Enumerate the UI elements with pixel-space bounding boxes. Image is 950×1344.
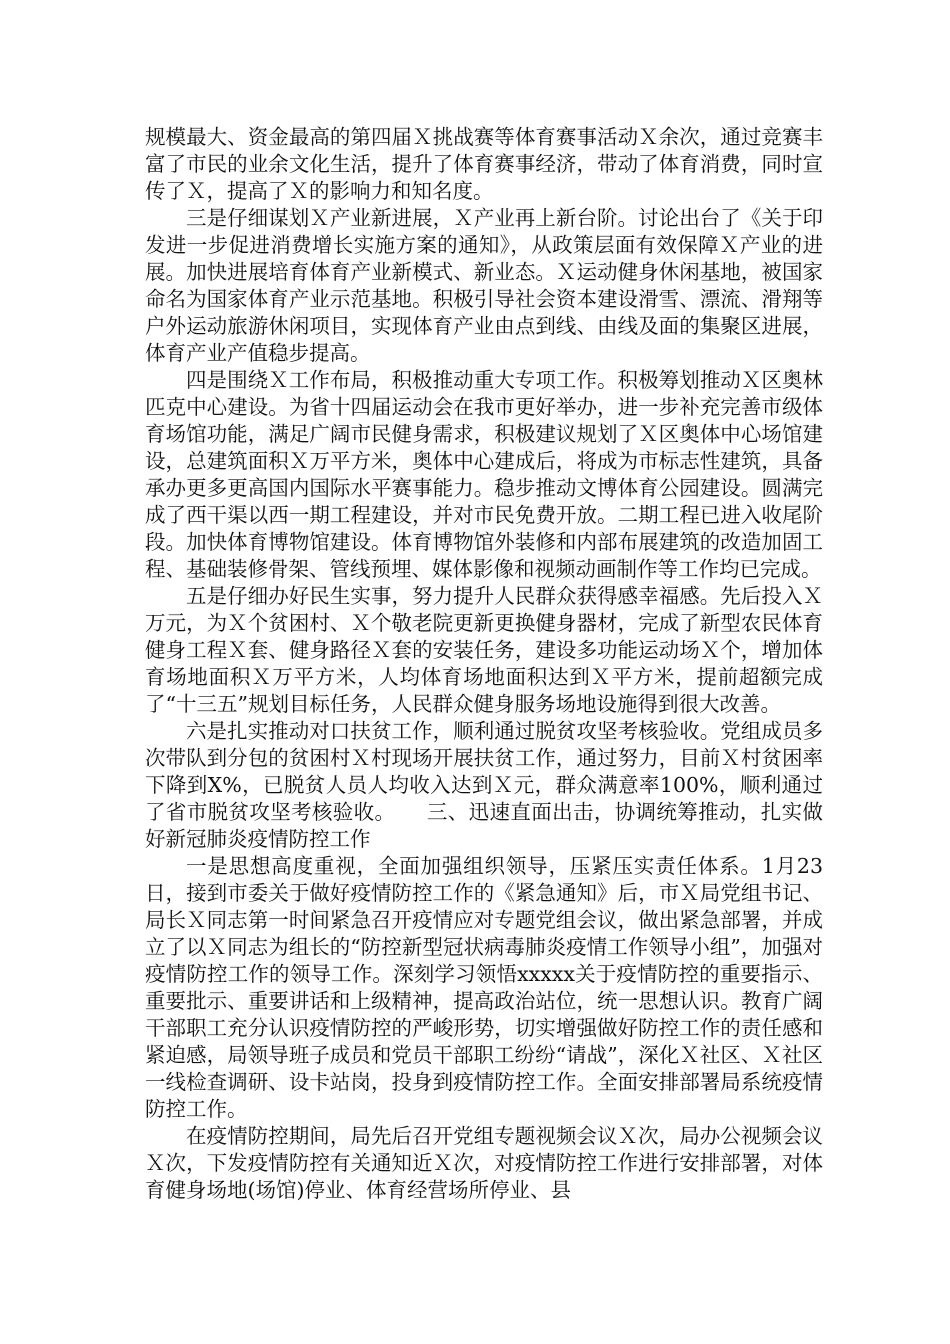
paragraph-1: 规模最大、资金最高的第四届Ｘ挑战赛等体育赛事活动Ｘ余次，通过竞赛丰富了市民的业余文化生活，提升了体育赛事经济，带动了体育消费，同时宣传了Ｘ，提高了Ｘ的影响力和知名度。 — [145, 125, 823, 203]
paragraph-6: 一是思想高度重视，全面加强组织领导，压紧压实责任体系。1月23日，接到市委关于做好疫情防控工作的《紧急通知》后，市Ｘ局党组书记、局长Ｘ同志第一时间紧急召开疫情应对专题党组会议，做出紧急部署，并成立了以Ｘ同志为组长的“防控新型冠状病毒肺炎疫情工作领导小组”，加强对疫情防控工作的领导工作。深刻学习领悟xxxxx关于疫情防控的重要指示、重要批示、重要讲话和上级精神，提高政治站位，统一思想认识。教育广阔干部职工充分认识疫情防控的严峻形势，切实增强做好防控工作的责任感和紧迫感，局领导班子成员和党员干部职工纷纷“请战”，深化Ｘ社区、Ｘ社区一线检查调研、设卡站岗，投身到疫情防控工作。全面安排部署局系统疫情防控工作。 — [145, 854, 823, 1121]
paragraph-2: 三是仔细谋划Ｘ产业新进展，Ｘ产业再上新台阶。讨论出台了《关于印发进一步促进消费增长实施方案的通知》，从政策层面有效保障Ｘ产业的进展。加快进展培育体育产业新模式、新业态。Ｘ运动健身休闲基地，被国家命名为国家体育产业示范基地。积极引导社会资本建设滑雪、漂流、滑翔等户外运动旅游休闲项目，实现体育产业由点到线、由线及面的集聚区进展，体育产业产值稳步提高。 — [145, 206, 823, 365]
document-body — [145, 124, 823, 1204]
paragraph-7: 在疫情防控期间，局先后召开党组专题视频会议Ｘ次，局办公视频会议Ｘ次，下发疫情防控有关通知近Ｘ次，对疫情防控工作进行安排部署，对体育健身场地(场馆)停业、体育经营场所停业、县 — [145, 1124, 823, 1202]
paragraph-4: 五是仔细办好民生实事，努力提升人民群众获得感幸福感。先后投入Ｘ万元，为Ｘ个贫困村、Ｘ个敬老院更新更换健身器材，完成了新型农民体育健身工程Ｘ套、健身路径Ｘ套的安装任务，建设多功能运动场Ｘ个，增加体育场地面积Ｘ万平方米，人均体育场地面积达到Ｘ平方米，提前超额完成了“十三五”规划目标任务，人民群众健身服务场地设施得到很大改善。 — [145, 584, 823, 716]
paragraph-3: 四是围绕Ｘ工作布局，积极推动重大专项工作。积极筹划推动Ｘ区奥林匹克中心建设。为省十四届运动会在我市更好举办，进一步补充完善市级体育场馆功能，满足广阔市民健身需求，积极建议规划了Ｘ区奥体中心场馆建设，总建筑面积Ｘ万平方米，奥体中心建成后，将成为市标志性建筑，具备承办更多更高国内国际水平赛事能力。稳步推动文博体育公园建设。圆满完成了西干渠以西一期工程建设，并对市民免费开放。二期工程已进入收尾阶段。加快体育博物馆建设。体育博物馆外装修和内部布展建筑的改造加固工程、基础装修骨架、管线预埋、媒体影像和视频动画制作等工作均已完成。 — [145, 368, 823, 581]
paragraph-5: 六是扎实推动对口扶贫工作，顺利通过脱贫攻坚考核验收。党组成员多次带队到分包的贫困村Ｘ村现场开展扶贫工作，通过努力，目前Ｘ村贫困率下降到X%，已脱贫人员人均收入达到Ｘ元，群众满意率100%，顺利通过了省市脱贫攻坚考核验收。 三、迅速直面出击，协调统筹推动，扎实做好新冠肺炎疫情防控工作 — [145, 719, 823, 851]
